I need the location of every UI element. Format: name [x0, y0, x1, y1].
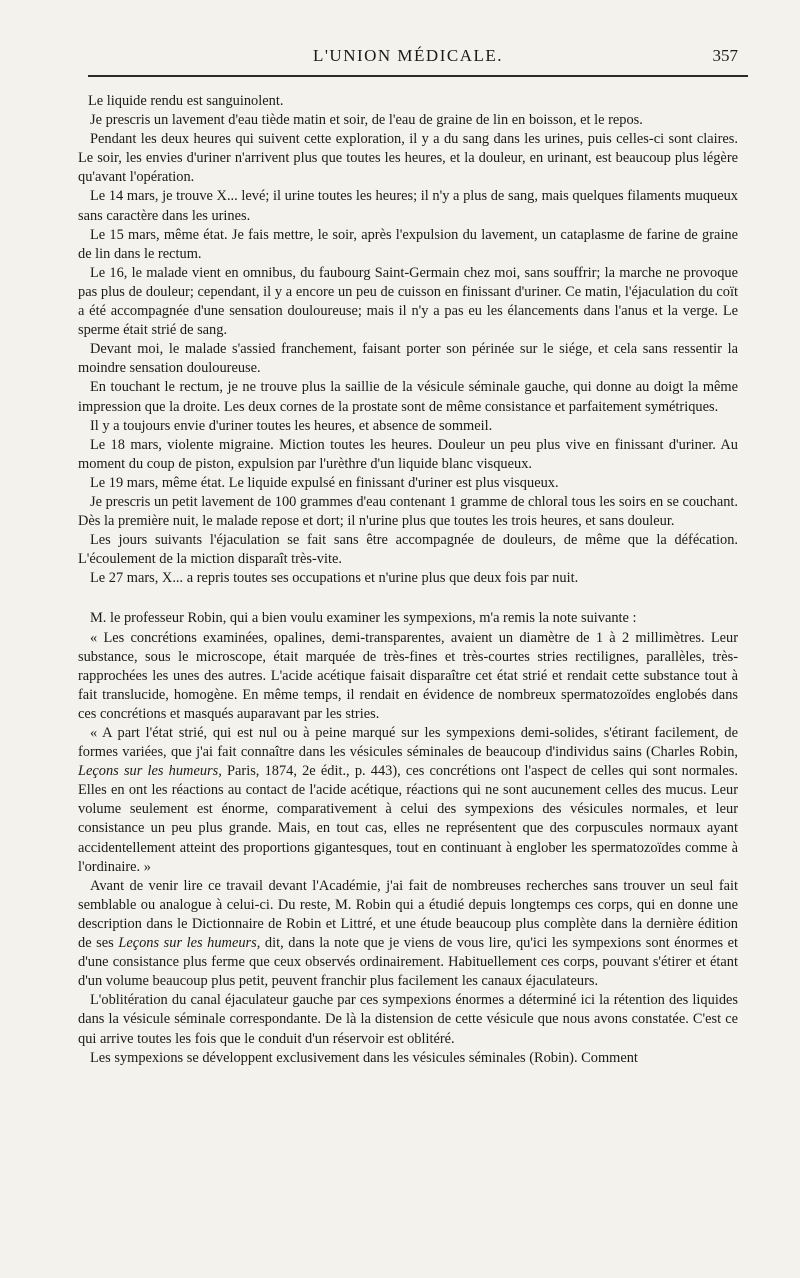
paragraph: Le 27 mars, X... a repris toutes ses occupations et n'urine plus que deux fois par nuit. [90, 570, 579, 587]
quoted-note: « Les concrétions examinées, opalines, demi-transparentes, avaient un diamètre de 1 à 2 millimètres. Leur substance, sous le microscope, était marquée de très-fines et très-courtes stries rectilignes, parallèles, très-rapprochées les unes des autres. L'acide acétique faisait disparaître cet état strié et rendait cette substance tout à fait translucide, homogène. En même temps, il rendait en évidence de nombreux spermatozoïdes englobés dans ces concrétions et masqués auparavant par les stries. [78, 629, 738, 722]
body-text [78, 78, 738, 1068]
running-title: L'UNION MÉDICALE. [312, 46, 504, 65]
paragraph: Le 19 mars, même état. Le liquide expulsé en finissant d'uriner est plus visqueux. [90, 474, 559, 491]
paragraph: Je prescris un petit lavement de 100 grammes d'eau contenant 1 gramme de chloral tous les soirs en se couchant. Dès la première nuit, le malade repose et dort; il n'urine plus que toutes les trois heures, et sans douleur. [78, 493, 738, 530]
paragraph: L'oblitération du canal éjaculateur gauche par ces sympexions énormes a déterminé ici la rétention des liquides dans la vésicule séminale correspondante. De là la distension de cette vésicule que nous avons constatée. C'est ce qui arrive toutes les fois que le conduit d'un réservoir est oblitéré. [78, 992, 738, 1047]
paragraph: Les jours suivants l'éjaculation se fait sans être accompagnée de douleurs, de même que la défécation. L'écoulement de la miction disparaît très-vite. [78, 532, 738, 568]
paragraph-text: Avant de venir lire ce travail devant l'Académie, j'ai fait de nombreuses recherches sans trouver un seul fait semblable ou analogue à celui-ci. Du reste, M. Robin qui a étudié depuis longtemps ces corps, qui en donne une description dans le Dictionnaire de Robin et Littré, et une étude beaucoup plus complète dans la dernière édition de ses [78, 877, 738, 952]
paragraph: Le 14 mars, je trouve X... levé; il urine toutes les heures; il n'y a plus de sang, mais quelques filaments muqueux sans caractère dans les urines. [78, 188, 738, 224]
quoted-note [78, 724, 738, 877]
paragraph: Je prescris un lavement d'eau tiède matin et soir, de l'eau de graine de lin en boisson, et le repos. [90, 112, 643, 129]
paragraph: Le 16, le malade vient en omnibus, du faubourg Saint-Germain chez moi, sans souffrir; la marche ne provoque pas plus de douleur; cependant, il y a encore un peu de cuisson en finissant d'uriner. Ce matin, l'éjaculation du coït a été accompagnée d'une sensation douloureuse; mais il n'y a pas eu les élancements dans l'anus et la verge. Le sperme était strié de sang. [78, 264, 738, 339]
page-header [78, 0, 738, 78]
quote-text: « A part l'état strié, qui est nul ou à peine marqué sur les sympexions demi-solides, s'étirant facilement, de formes variées, que j'ai fait connaître dans les vésicules séminales de beaucoup d'individus sains (Charles Robin, [78, 725, 738, 761]
paragraph [78, 877, 738, 992]
paragraph: En touchant le rectum, je ne trouve plus la saillie de la vésicule séminale gauche, qui donne au doigt la même impression que la droite. Les deux cornes de la prostate sont de même consistance et parfaitement symétriques. [78, 379, 738, 415]
quote-text: Paris, 1874, 2e édit., p. 443), ces concrétions ont l'aspect de celles qui sont normales. Elles en ont les réactions au contact de l'acide acétique, réactions qui ne sont aucunement celles des mucus. Leur volume seulement est énorme, comparativement à celui des sympexions des vésicules normales, et leur consistance un peu plus grande. Mais, en tout cas, elles ne représentent que des corpuscules normaux ayant accidentellement atteint des proportions gigantesques, tout en continuant à englober les spermatozoïdes comme à l'ordinaire. » [78, 763, 739, 875]
paragraph: Les sympexions se développent exclusivement dans les vésicules séminales (Robin). Comment [90, 1049, 638, 1066]
paragraph: M. le professeur Robin, qui a bien voulu examiner les sympexions, m'a remis la note suivante : [90, 610, 637, 627]
paragraph: Devant moi, le malade s'assied franchement, faisant porter son périnée sur le siége, et cela sans ressentir la moindre sensation douloureuse. [78, 341, 738, 377]
paragraph-text: dit, dans la note que je viens de vous lire, qu'ici les sympexions sont énormes et d'une consistance plus ferme que ceux observés ordinairement. Habituellement ces corps, pouvant s'étirer et étant d'un volume beaucoup plus petit, peuvent franchir plus facilement les canaux éjaculateurs. [78, 935, 739, 990]
section-gap [78, 588, 738, 609]
book-title: Leçons sur les humeurs, [78, 763, 222, 780]
paragraph: Il y a toujours envie d'uriner toutes les heures, et absence de sommeil. [90, 417, 493, 434]
paragraph: Le 18 mars, violente migraine. Miction toutes les heures. Douleur un peu plus vive en finissant d'uriner. Au moment du coup de piston, expulsion par l'urèthre d'un liquide blanc visqueux. [78, 436, 738, 472]
book-title: Leçons sur les humeurs, [118, 935, 261, 952]
header-rule [88, 75, 748, 77]
paragraph: Pendant les deux heures qui suivent cette exploration, il y a du sang dans les urines, puis celles-ci sont claires. Le soir, les envies d'uriner n'arrivent plus que toutes les heures, et la douleur, en urinant, est beaucoup plus légère qu'avant l'opération. [78, 131, 738, 186]
paragraph: Le 15 mars, même état. Je fais mettre, le soir, après l'expulsion du lavement, un cataplasme de farine de graine de lin dans le rectum. [78, 226, 738, 262]
page-number: 357 [712, 46, 738, 65]
paragraph: Le liquide rendu est sanguinolent. [88, 93, 284, 109]
